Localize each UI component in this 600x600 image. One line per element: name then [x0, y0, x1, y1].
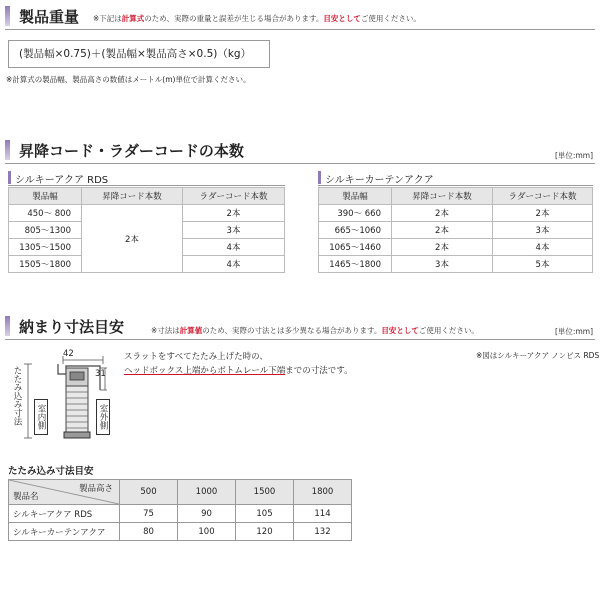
- table-corner-header: [9, 480, 120, 505]
- table-header: 1000: [178, 480, 236, 505]
- curtain-table-title: シルキーカーテンアクア: [325, 175, 434, 186]
- table-cell: 80: [120, 523, 178, 541]
- table-header: 製品幅: [319, 188, 392, 205]
- fold-description: スラットをすべてたたみ上げた時の、 ヘッドボックス上端からボトムレール下端までの寸法です。: [124, 352, 353, 376]
- table-header-row: [9, 188, 285, 205]
- table-cell: 4本: [183, 256, 285, 273]
- table-cell: 665～1060: [319, 222, 392, 239]
- indoor-side-label: 室内側: [34, 399, 48, 435]
- table-cell: 2本: [392, 239, 493, 256]
- width-dimension-value: 42: [63, 349, 74, 359]
- table-header-row: [9, 480, 352, 505]
- table-cell-name: シルキーカーテンアクア: [9, 523, 120, 541]
- table-row: [319, 205, 593, 222]
- table-cell: 450～ 800: [9, 205, 82, 222]
- section-title: 昇降コード・ラダーコードの本数: [19, 142, 244, 160]
- table-row: [319, 239, 593, 256]
- curtain-cord-table: [318, 187, 593, 273]
- table-header: 500: [120, 480, 178, 505]
- table-cell: 5本: [493, 256, 593, 273]
- table-cell: 120: [236, 523, 294, 541]
- table-cell: 2本: [493, 205, 593, 222]
- rds-cord-table: [8, 187, 285, 273]
- fold-table-title: たたみ込み寸法目安: [8, 466, 94, 477]
- weight-section-header: [5, 4, 595, 30]
- unit-label: [単位:mm]: [555, 151, 593, 160]
- table-cell: 75: [120, 505, 178, 523]
- table-cell: 2本: [392, 222, 493, 239]
- header-name-label: 製品名: [13, 492, 39, 502]
- table-cell: 1065～1460: [319, 239, 392, 256]
- fold-note: ※寸法は計算値のため、実際の寸法とは多少異なる場合があります。目安としてご使用ください。: [151, 326, 479, 335]
- table-cell: 3本: [493, 222, 593, 239]
- table-row: [319, 222, 593, 239]
- table-header: 1500: [236, 480, 294, 505]
- subsection-divider: [8, 185, 285, 186]
- cords-section-header: [5, 138, 595, 164]
- table-cell-lift-count: 2本: [82, 205, 183, 273]
- section-accent-bar: [5, 316, 10, 336]
- unit-label: [単位:mm]: [555, 327, 593, 336]
- subsection-divider: [318, 185, 593, 186]
- table-header: 昇降コード本数: [392, 188, 493, 205]
- table-cell: 3本: [392, 256, 493, 273]
- table-row: [9, 505, 352, 523]
- table-cell: 2本: [183, 205, 285, 222]
- diagram-note: ※図はシルキーアクア ノンビス RDS: [476, 351, 600, 360]
- table-cell: 3本: [183, 222, 285, 239]
- table-header-row: [319, 188, 593, 205]
- section-title: 納まり寸法目安: [19, 318, 125, 336]
- fold-section-header: [5, 314, 595, 340]
- table-header: 1800: [294, 480, 352, 505]
- table-cell: 105: [236, 505, 294, 523]
- table-cell: 4本: [183, 239, 285, 256]
- weight-formula: (製品幅×0.75)＋(製品幅×製品高さ×0.5)（kg）: [8, 40, 270, 68]
- subsection-mark: [8, 171, 11, 184]
- table-cell: 2本: [392, 205, 493, 222]
- table-header: ラダーコード本数: [493, 188, 593, 205]
- table-header: 昇降コード本数: [82, 188, 183, 205]
- table-cell: 1305～1500: [9, 239, 82, 256]
- fold-height-label: たたみ込み寸法: [12, 366, 22, 426]
- header-height-label: 製品高さ: [78, 484, 113, 494]
- table-row: [319, 256, 593, 273]
- subsection-mark: [318, 171, 321, 184]
- table-row: [9, 523, 352, 541]
- table-cell: 1505～1800: [9, 256, 82, 273]
- outdoor-side-label: 室外側: [96, 399, 110, 435]
- table-cell: 1465～1800: [319, 256, 392, 273]
- section-title: 製品重量: [19, 8, 80, 26]
- section-accent-bar: [5, 6, 10, 26]
- section-accent-bar: [5, 140, 10, 160]
- table-header: ラダーコード本数: [183, 188, 285, 205]
- table-cell: 114: [294, 505, 352, 523]
- table-cell: 390～ 660: [319, 205, 392, 222]
- fold-dimension-table: [8, 479, 352, 541]
- rds-table-title: シルキーアクア RDS: [15, 175, 109, 186]
- table-cell: 805～1300: [9, 222, 82, 239]
- weight-note: ※下記は計算式のため、実際の重量と誤差が生じる場合があります。目安としてご使用ください。: [93, 14, 421, 23]
- height-dimension-value: 31: [95, 369, 106, 379]
- table-cell-name: シルキーアクア RDS: [9, 505, 120, 523]
- weight-footnote: ※計算式の製品幅、製品高さの数値はメートル(m)単位で計算ください。: [6, 75, 251, 84]
- table-header: 製品幅: [9, 188, 82, 205]
- bottom-rail: [64, 432, 90, 438]
- table-cell: 132: [294, 523, 352, 541]
- table-cell: 90: [178, 505, 236, 523]
- table-row: [9, 205, 285, 222]
- table-cell: 100: [178, 523, 236, 541]
- table-cell: 4本: [493, 239, 593, 256]
